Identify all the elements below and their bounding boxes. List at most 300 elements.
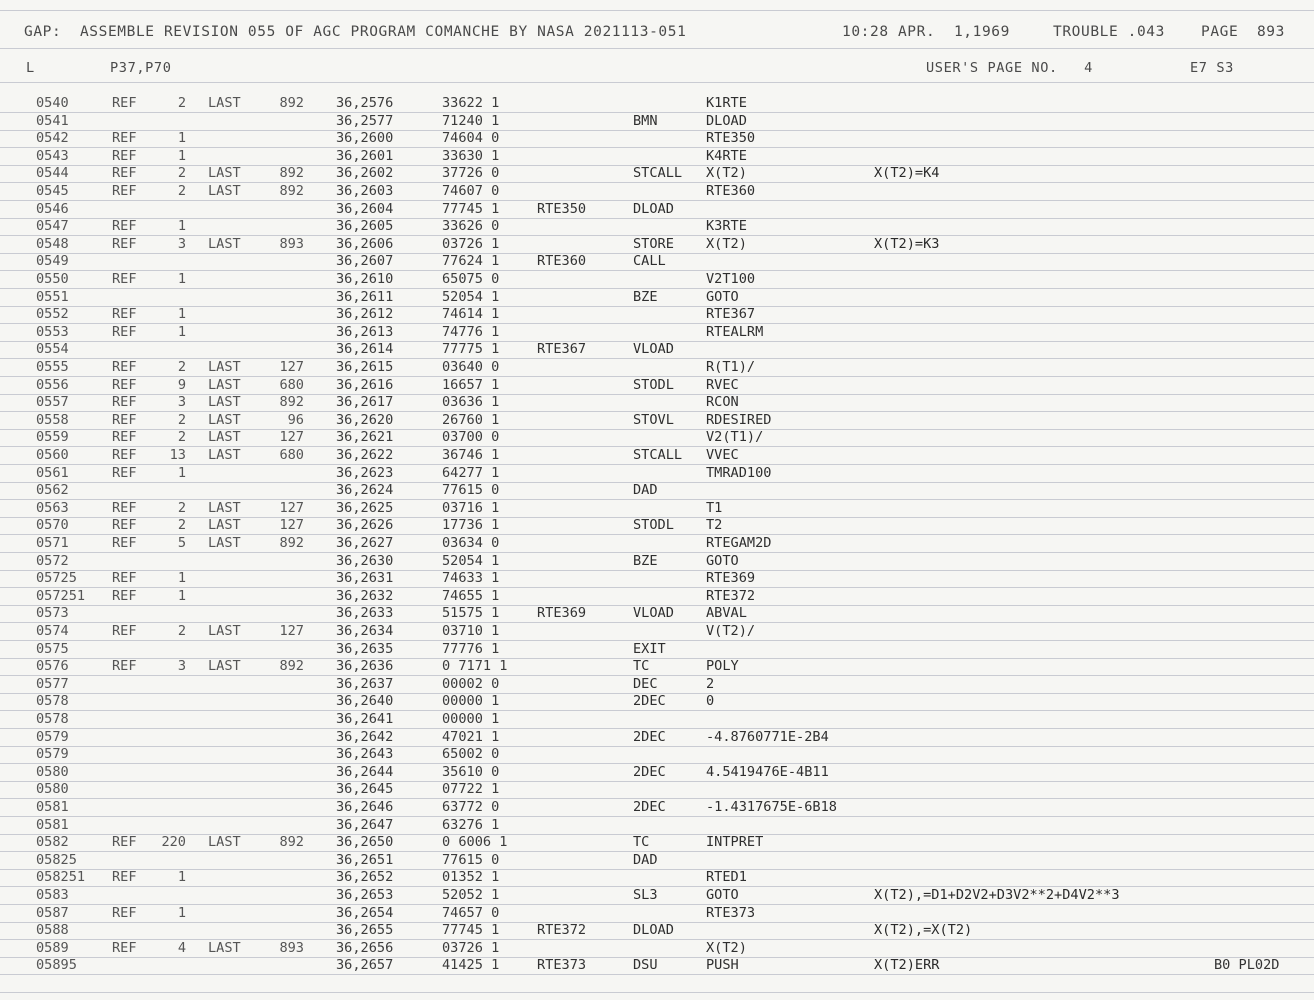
row-addr: 36,2614 <box>336 341 394 358</box>
row-operand: T2 <box>706 517 723 534</box>
row-last: LAST <box>208 429 241 446</box>
row-addr: 36,2603 <box>336 183 394 199</box>
row-op: 2DEC <box>633 693 666 710</box>
listing-row <box>0 781 1314 799</box>
row-operand: RDESIRED <box>706 411 772 428</box>
row-operand: DLOAD <box>706 112 747 129</box>
row-operand: RTE360 <box>706 183 756 199</box>
row-line: 0580 <box>36 781 69 798</box>
row-ref: REF <box>112 429 137 446</box>
row-operand: RTE350 <box>706 130 756 147</box>
listing-row <box>0 377 1314 395</box>
row-word: 35610 0 <box>442 763 500 780</box>
row-line: 0587 <box>36 904 69 921</box>
row-line: 0572 <box>36 552 69 569</box>
row-operand: RVEC <box>706 376 739 393</box>
row-operand: RTE372 <box>706 587 756 604</box>
listing-row <box>0 517 1314 535</box>
row-comment: X(T2)=K3 <box>874 235 940 252</box>
row-line: 0576 <box>36 658 69 675</box>
row-word: 74657 0 <box>442 904 500 921</box>
row-word: 07722 1 <box>442 781 500 798</box>
row-line: 0583 <box>36 887 69 903</box>
row-operand: GOTO <box>706 552 739 569</box>
listing-title: GAP: ASSEMBLE REVISION 055 OF AGC PROGRAM COMANCHE BY NASA 2021113-051 <box>24 24 687 40</box>
row-comment: X(T2),=X(T2) <box>874 922 973 939</box>
row-word: 65002 0 <box>442 746 500 763</box>
row-cnt: 1 <box>177 904 186 921</box>
row-word: 03726 1 <box>442 235 500 252</box>
listing-row <box>0 289 1314 307</box>
row-word: 63276 1 <box>442 816 500 833</box>
row-last: LAST <box>208 834 241 851</box>
row-line: 0570 <box>36 517 69 534</box>
row-pg: 127 <box>279 517 304 534</box>
row-op: EXIT <box>633 640 666 657</box>
row-cnt: 2 <box>177 499 186 516</box>
row-addr: 36,2622 <box>336 447 394 463</box>
row-addr: 36,2641 <box>336 711 394 727</box>
row-addr: 36,2623 <box>336 464 394 481</box>
row-pg: 892 <box>279 658 304 675</box>
row-word: 16657 1 <box>442 376 500 393</box>
row-line: 0562 <box>36 482 69 499</box>
row-cnt: 3 <box>177 658 186 675</box>
rule-line <box>0 48 1314 49</box>
row-line: 0558 <box>36 411 69 428</box>
row-line: 0551 <box>36 288 69 305</box>
listing-row <box>0 482 1314 500</box>
listing-row <box>0 201 1314 219</box>
listing-row <box>0 922 1314 940</box>
row-cnt: 5 <box>177 535 186 551</box>
listing-row <box>0 711 1314 729</box>
listing-row <box>0 869 1314 887</box>
listing-row <box>0 729 1314 747</box>
row-line: 0542 <box>36 130 69 147</box>
row-operand: -1.4317675E-6B18 <box>706 799 837 815</box>
row-addr: 36,2651 <box>336 851 394 868</box>
listing-row <box>0 623 1314 641</box>
row-op: DSU <box>633 957 658 974</box>
row-operand: X(T2) <box>706 235 747 252</box>
row-ref: REF <box>112 535 137 551</box>
listing-row <box>0 429 1314 447</box>
row-addr: 36,2634 <box>336 623 394 639</box>
row-addr: 36,2620 <box>336 411 394 428</box>
row-cnt: 2 <box>177 517 186 534</box>
row-operand: RTE367 <box>706 306 756 323</box>
row-word: 41425 1 <box>442 957 500 974</box>
row-last: LAST <box>208 394 241 411</box>
row-line: 0543 <box>36 147 69 164</box>
row-op: BZE <box>633 288 658 305</box>
row-operand: 2 <box>706 675 715 692</box>
row-line: 0563 <box>36 499 69 516</box>
row-tag: RTE350 <box>537 200 587 217</box>
rule-line <box>0 82 1314 83</box>
row-word: 71240 1 <box>442 112 500 129</box>
row-operand: K1RTE <box>706 95 747 111</box>
row-word: 03700 0 <box>442 429 500 446</box>
row-line: 0582 <box>36 834 69 851</box>
row-operand: K3RTE <box>706 218 747 235</box>
row-cnt: 1 <box>177 464 186 481</box>
row-pg: 893 <box>279 939 304 956</box>
row-ref: REF <box>112 447 137 463</box>
row-line: 0549 <box>36 253 69 270</box>
row-tag: RTE369 <box>537 605 587 622</box>
row-word: 03636 1 <box>442 394 500 411</box>
listing-trouble: TROUBLE .043 <box>1053 24 1165 40</box>
listing-row <box>0 553 1314 571</box>
row-word: 52052 1 <box>442 887 500 903</box>
row-pg: 892 <box>279 183 304 199</box>
row-addr: 36,2640 <box>336 693 394 710</box>
row-cnt: 2 <box>177 429 186 446</box>
row-op: DEC <box>633 675 658 692</box>
row-pg: 127 <box>279 623 304 639</box>
row-line: 0547 <box>36 218 69 235</box>
row-cnt: 2 <box>177 165 186 182</box>
row-line: 0553 <box>36 323 69 340</box>
row-addr: 36,2652 <box>336 869 394 886</box>
listing-page-number: PAGE 893 <box>1201 24 1285 40</box>
row-addr: 36,2657 <box>336 957 394 974</box>
row-operand: RTE373 <box>706 904 756 921</box>
row-word: 03726 1 <box>442 939 500 956</box>
row-op: DLOAD <box>633 922 674 939</box>
listing-row <box>0 834 1314 852</box>
row-cnt: 1 <box>177 147 186 164</box>
row-ref: REF <box>112 587 137 604</box>
listing-row <box>0 95 1314 113</box>
row-operand: VVEC <box>706 447 739 463</box>
row-addr: 36,2607 <box>336 253 394 270</box>
row-addr: 36,2643 <box>336 746 394 763</box>
listing-row <box>0 957 1314 975</box>
listing-row <box>0 394 1314 412</box>
rule-line <box>0 10 1314 11</box>
listing-row <box>0 148 1314 166</box>
row-cnt: 3 <box>177 235 186 252</box>
row-ref: REF <box>112 623 137 639</box>
row-last: LAST <box>208 411 241 428</box>
row-ref: REF <box>112 359 137 375</box>
row-addr: 36,2576 <box>336 95 394 111</box>
row-addr: 36,2646 <box>336 799 394 815</box>
row-addr: 36,2633 <box>336 605 394 622</box>
listing-row <box>0 253 1314 271</box>
listing-row <box>0 588 1314 606</box>
listing-row <box>0 535 1314 553</box>
row-word: 33626 0 <box>442 218 500 235</box>
section-label: P37,P70 <box>110 60 172 76</box>
row-last: LAST <box>208 499 241 516</box>
row-word: 74604 0 <box>442 130 500 147</box>
row-addr: 36,2654 <box>336 904 394 921</box>
row-word: 33622 1 <box>442 95 500 111</box>
row-word: 74633 1 <box>442 570 500 587</box>
listing-row <box>0 324 1314 342</box>
row-cnt: 1 <box>177 869 186 886</box>
row-cnt: 3 <box>177 394 186 411</box>
row-word: 01352 1 <box>442 869 500 886</box>
row-op: 2DEC <box>633 763 666 780</box>
row-word: 17736 1 <box>442 517 500 534</box>
row-ref: REF <box>112 658 137 675</box>
row-line: 0579 <box>36 728 69 745</box>
row-addr: 36,2600 <box>336 130 394 147</box>
row-word: 0 7171 1 <box>442 658 508 675</box>
row-line: 0555 <box>36 359 69 375</box>
row-word: 52054 1 <box>442 288 500 305</box>
row-pg: 96 <box>287 411 304 428</box>
row-line: 0557 <box>36 394 69 411</box>
listing-row <box>0 183 1314 201</box>
row-last: LAST <box>208 623 241 639</box>
row-word: 37726 0 <box>442 165 500 182</box>
row-last: LAST <box>208 359 241 375</box>
listing-row <box>0 165 1314 183</box>
row-ref: REF <box>112 376 137 393</box>
listing-row <box>0 447 1314 465</box>
listing-row <box>0 693 1314 711</box>
row-ref: REF <box>112 869 137 886</box>
row-line: 0546 <box>36 200 69 217</box>
row-addr: 36,2635 <box>336 640 394 657</box>
listing-row <box>0 113 1314 131</box>
row-line: 0574 <box>36 623 69 639</box>
row-operand: -4.8760771E-2B4 <box>706 728 829 745</box>
row-word: 77745 1 <box>442 922 500 939</box>
row-word: 00002 0 <box>442 675 500 692</box>
row-ref: REF <box>112 130 137 147</box>
row-op: STODL <box>633 517 674 534</box>
row-addr: 36,2617 <box>336 394 394 411</box>
row-line: 05895 <box>36 957 77 974</box>
row-last: LAST <box>208 535 241 551</box>
row-op: SL3 <box>633 887 658 903</box>
row-addr: 36,2632 <box>336 587 394 604</box>
row-ref: REF <box>112 165 137 182</box>
row-op: DLOAD <box>633 200 674 217</box>
row-pg: 892 <box>279 165 304 182</box>
row-cnt: 1 <box>177 323 186 340</box>
row-word: 0 6006 1 <box>442 834 508 851</box>
row-operand: GOTO <box>706 288 739 305</box>
row-addr: 36,2624 <box>336 482 394 499</box>
row-word: 63772 0 <box>442 799 500 815</box>
row-operand: RCON <box>706 394 739 411</box>
row-operand: GOTO <box>706 887 739 903</box>
row-operand: X(T2) <box>706 939 747 956</box>
row-operand: K4RTE <box>706 147 747 164</box>
row-ref: REF <box>112 499 137 516</box>
row-addr: 36,2621 <box>336 429 394 446</box>
row-line: 058251 <box>36 869 86 886</box>
listing-row <box>0 236 1314 254</box>
row-ref: REF <box>112 834 137 851</box>
row-line: 0571 <box>36 535 69 551</box>
row-tag: RTE367 <box>537 341 587 358</box>
row-line: 0554 <box>36 341 69 358</box>
row-cnt: 1 <box>177 130 186 147</box>
row-line: 0577 <box>36 675 69 692</box>
listing-row <box>0 852 1314 870</box>
row-ref: REF <box>112 95 137 111</box>
listing-row <box>0 271 1314 289</box>
row-cnt: 1 <box>177 271 186 287</box>
row-addr: 36,2616 <box>336 376 394 393</box>
row-cnt: 2 <box>177 623 186 639</box>
row-line: 0540 <box>36 95 69 111</box>
row-pg: 893 <box>279 235 304 252</box>
listing-row <box>0 359 1314 377</box>
row-addr: 36,2642 <box>336 728 394 745</box>
row-cnt: 1 <box>177 218 186 235</box>
row-word: 77745 1 <box>442 200 500 217</box>
row-addr: 36,2637 <box>336 675 394 692</box>
row-line: 0580 <box>36 763 69 780</box>
row-addr: 36,2602 <box>336 165 394 182</box>
row-addr: 36,2644 <box>336 763 394 780</box>
row-addr: 36,2613 <box>336 323 394 340</box>
listing-row <box>0 658 1314 676</box>
row-operand: POLY <box>706 658 739 675</box>
row-addr: 36,2611 <box>336 288 394 305</box>
row-word: 51575 1 <box>442 605 500 622</box>
rule-line <box>0 992 1314 993</box>
row-cnt: 2 <box>177 359 186 375</box>
row-ref: REF <box>112 183 137 199</box>
row-ref: REF <box>112 306 137 323</box>
row-ref: REF <box>112 904 137 921</box>
row-ref: REF <box>112 517 137 534</box>
row-op: STODL <box>633 376 674 393</box>
row-line: 0588 <box>36 922 69 939</box>
listing-row <box>0 341 1314 359</box>
row-addr: 36,2577 <box>336 112 394 129</box>
row-addr: 36,2656 <box>336 939 394 956</box>
listing-row <box>0 130 1314 148</box>
row-op: BMN <box>633 112 658 129</box>
row-op: DAD <box>633 482 658 499</box>
listing-row <box>0 500 1314 518</box>
row-cnt: 2 <box>177 411 186 428</box>
listing-row <box>0 817 1314 835</box>
row-word: 65075 0 <box>442 271 500 287</box>
row-line: 0575 <box>36 640 69 657</box>
row-word: 03710 1 <box>442 623 500 639</box>
row-word: 77776 1 <box>442 640 500 657</box>
row-word: 33630 1 <box>442 147 500 164</box>
listing-row <box>0 218 1314 236</box>
listing-row <box>0 641 1314 659</box>
row-op: DAD <box>633 851 658 868</box>
row-op: BZE <box>633 552 658 569</box>
row-op: VLOAD <box>633 341 674 358</box>
row-line: 0545 <box>36 183 69 199</box>
section-code: E7 S3 <box>1190 60 1234 76</box>
row-line: 0573 <box>36 605 69 622</box>
row-op: STCALL <box>633 165 683 182</box>
row-word: 52054 1 <box>442 552 500 569</box>
row-last: LAST <box>208 376 241 393</box>
row-line: 0560 <box>36 447 69 463</box>
row-word: 74655 1 <box>442 587 500 604</box>
row-word: 36746 1 <box>442 447 500 463</box>
row-operand: TMRAD100 <box>706 464 772 481</box>
row-addr: 36,2606 <box>336 235 394 252</box>
row-last: LAST <box>208 447 241 463</box>
row-word: 64277 1 <box>442 464 500 481</box>
row-cnt: 13 <box>169 447 186 463</box>
row-line: 0544 <box>36 165 69 182</box>
row-word: 47021 1 <box>442 728 500 745</box>
row-operand: INTPRET <box>706 834 764 851</box>
row-operand: X(T2) <box>706 165 747 182</box>
row-line: 0541 <box>36 112 69 129</box>
row-word: 77775 1 <box>442 341 500 358</box>
row-line: 0561 <box>36 464 69 481</box>
listing-row <box>0 764 1314 782</box>
row-last: LAST <box>208 517 241 534</box>
row-line: 05825 <box>36 851 77 868</box>
row-cnt: 1 <box>177 570 186 587</box>
listing-row <box>0 306 1314 324</box>
row-ref: REF <box>112 394 137 411</box>
row-word: 74607 0 <box>442 183 500 199</box>
listing-row <box>0 412 1314 430</box>
row-ref: REF <box>112 570 137 587</box>
row-line: 05725 <box>36 570 77 587</box>
row-comment: X(T2)=K4 <box>874 165 940 182</box>
row-op: CALL <box>633 253 666 270</box>
row-pg: 127 <box>279 359 304 375</box>
row-cnt: 9 <box>177 376 186 393</box>
listing-row <box>0 799 1314 817</box>
row-operand: V2(T1)/ <box>706 429 764 446</box>
listing-row <box>0 570 1314 588</box>
row-operand: 0 <box>706 693 715 710</box>
row-cnt: 1 <box>177 587 186 604</box>
row-line: 0581 <box>36 799 69 815</box>
row-tag: RTE372 <box>537 922 587 939</box>
row-operand: RTEGAM2D <box>706 535 772 551</box>
row-line: 057251 <box>36 587 86 604</box>
row-word: 03640 0 <box>442 359 500 375</box>
row-ref: REF <box>112 323 137 340</box>
row-operand: 4.5419476E-4B11 <box>706 763 829 780</box>
row-line: 0589 <box>36 939 69 956</box>
row-operand: RTEALRM <box>706 323 764 340</box>
row-line: 0548 <box>36 235 69 252</box>
row-last: LAST <box>208 658 241 675</box>
row-op: 2DEC <box>633 799 666 815</box>
row-word: 00000 1 <box>442 711 500 727</box>
row-addr: 36,2627 <box>336 535 394 551</box>
row-cnt: 4 <box>177 939 186 956</box>
row-cnt: 2 <box>177 95 186 111</box>
row-ref: REF <box>112 218 137 235</box>
row-addr: 36,2645 <box>336 781 394 798</box>
row-addr: 36,2601 <box>336 147 394 164</box>
row-last: LAST <box>208 939 241 956</box>
row-line: 0559 <box>36 429 69 446</box>
row-op: TC <box>633 834 650 851</box>
row-cnt: 2 <box>177 183 186 199</box>
